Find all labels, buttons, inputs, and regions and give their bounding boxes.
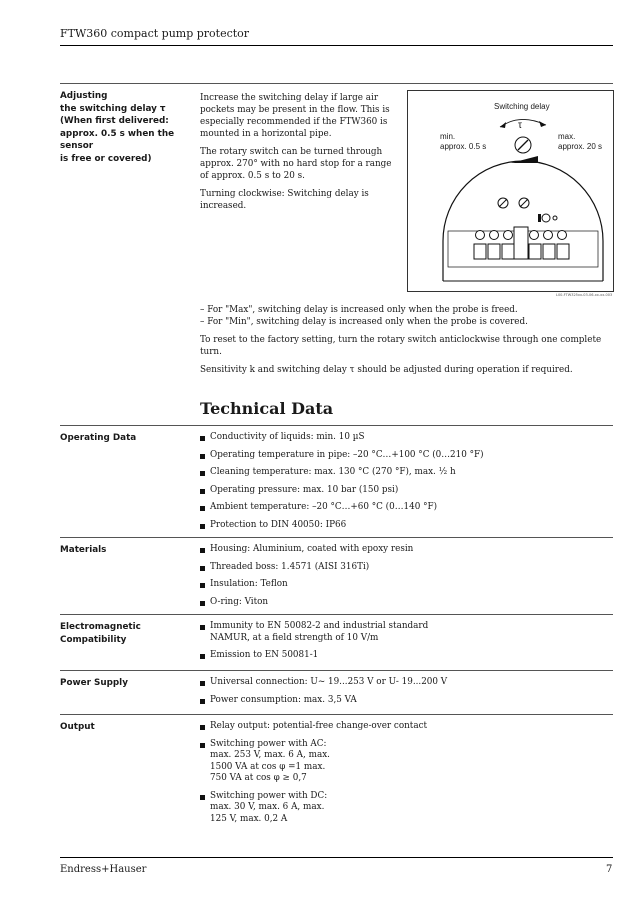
list-item: Conductivity of liquids: min. 10 µS bbox=[200, 432, 600, 444]
adjust-paragraph: Turning clockwise: Switching delay is increased. bbox=[200, 189, 369, 211]
device-drawing bbox=[408, 91, 613, 291]
list-item: Universal connection: U~ 19...253 V or U- 19...200 V bbox=[200, 677, 600, 689]
dash-item: – For "Min", switching delay is increased only when the probe is covered. bbox=[200, 317, 528, 327]
section-rule bbox=[60, 83, 613, 84]
max-label: max. bbox=[558, 132, 576, 141]
output-list bbox=[200, 721, 428, 831]
power-supply-label: Power Supply bbox=[60, 678, 128, 688]
emc-label: Electromagnetic Compatibility bbox=[60, 622, 141, 645]
adjust-body bbox=[200, 92, 400, 218]
emc-list bbox=[200, 621, 455, 668]
row-rule bbox=[60, 537, 613, 538]
adjust-notes bbox=[200, 304, 610, 382]
sensitivity-note: Sensitivity k and switching delay τ should be adjusted during operation if required. bbox=[200, 365, 573, 375]
adjust-heading-line: approx. 0.5 s when the sensor bbox=[60, 128, 175, 151]
page-header-title: FTW360 compact pump protector bbox=[60, 27, 250, 40]
list-item: O-ring: Viton bbox=[200, 597, 600, 609]
min-label: min. bbox=[440, 132, 456, 141]
list-item: Cleaning temperature: max. 130 °C (270 °F), max. ½ h bbox=[200, 467, 600, 479]
technical-data-title: Technical Data bbox=[200, 399, 334, 418]
list-item: Relay output: potential-free change-over contact bbox=[200, 721, 510, 733]
row-rule bbox=[60, 714, 613, 715]
switching-delay-figure bbox=[407, 90, 614, 292]
tau-symbol: τ bbox=[518, 120, 522, 131]
adjust-heading-line: (When first delivered: bbox=[60, 116, 169, 126]
reset-note: To reset to the factory setting, turn the rotary switch anticlockwise through one complete turn. bbox=[200, 335, 602, 357]
figure-title: Switching delay bbox=[494, 102, 550, 111]
materials-list bbox=[200, 544, 600, 614]
adjust-heading-line: is free or covered) bbox=[60, 153, 152, 164]
list-item: Housing: Aluminium, coated with epoxy resin bbox=[200, 544, 600, 556]
list-item: Switching power with AC: max. 253 V, max. 6 A, max. 1500 VA at cos φ =1 max. 750 VA at cos φ ≥ 0,7 bbox=[200, 739, 340, 785]
adjust-paragraph: Increase the switching delay if large air pockets may be present in the flow. This is especially recommended if the FTW360 is mounted in a horizontal pipe. bbox=[200, 93, 390, 139]
list-item: Ambient temperature: –20 °C…+60 °C (0…140 °F) bbox=[200, 502, 600, 514]
page-number: 7 bbox=[606, 864, 613, 875]
row-rule bbox=[60, 425, 613, 426]
dash-item: – For "Max", switching delay is increased only when the probe is freed. bbox=[200, 305, 518, 315]
adjust-heading-line: Adjusting bbox=[60, 91, 108, 101]
list-item: Protection to DIN 40050: IP66 bbox=[200, 520, 600, 532]
materials-label: Materials bbox=[60, 545, 107, 555]
adjust-paragraph: The rotary switch can be turned through approx. 270° with no hard stop for a range of approx. 0.5 s to 20 s. bbox=[200, 147, 392, 181]
list-item: Switching power with DC: max. 30 V, max. 6 A, max. 125 V, max. 0,2 A bbox=[200, 791, 340, 826]
list-item: Insulation: Teflon bbox=[200, 579, 600, 591]
footer-rule bbox=[60, 857, 613, 858]
list-item: Threaded boss: 1.4571 (AISI 316Ti) bbox=[200, 562, 600, 574]
list-item: Immunity to EN 50082-2 and industrial standard NAMUR, at a field strength of 10 V/m bbox=[200, 621, 455, 644]
list-item: Emission to EN 50081-1 bbox=[200, 650, 455, 662]
row-rule bbox=[60, 670, 613, 671]
min-value: approx. 0.5 s bbox=[440, 142, 487, 151]
power-supply-list bbox=[200, 677, 600, 712]
operating-data-list bbox=[200, 432, 600, 537]
adjust-heading bbox=[60, 90, 195, 165]
operating-data-label: Operating Data bbox=[60, 433, 137, 443]
footer-company: Endress+Hauser bbox=[60, 864, 147, 875]
list-item: Operating temperature in pipe: –20 °C…+100 °C (0…210 °F) bbox=[200, 450, 600, 462]
max-value: approx. 20 s bbox=[558, 142, 603, 151]
list-item: Operating pressure: max. 10 bar (150 psi) bbox=[200, 485, 600, 497]
adjust-heading-line: the switching delay τ bbox=[60, 103, 166, 114]
row-rule bbox=[60, 614, 613, 615]
list-item: Power consumption: max. 3,5 VA bbox=[200, 695, 600, 707]
output-label: Output bbox=[60, 722, 95, 732]
figure-reference: L00-FTW325xx-03-06-xx-xx-003 bbox=[556, 293, 613, 297]
header-rule bbox=[60, 45, 613, 46]
